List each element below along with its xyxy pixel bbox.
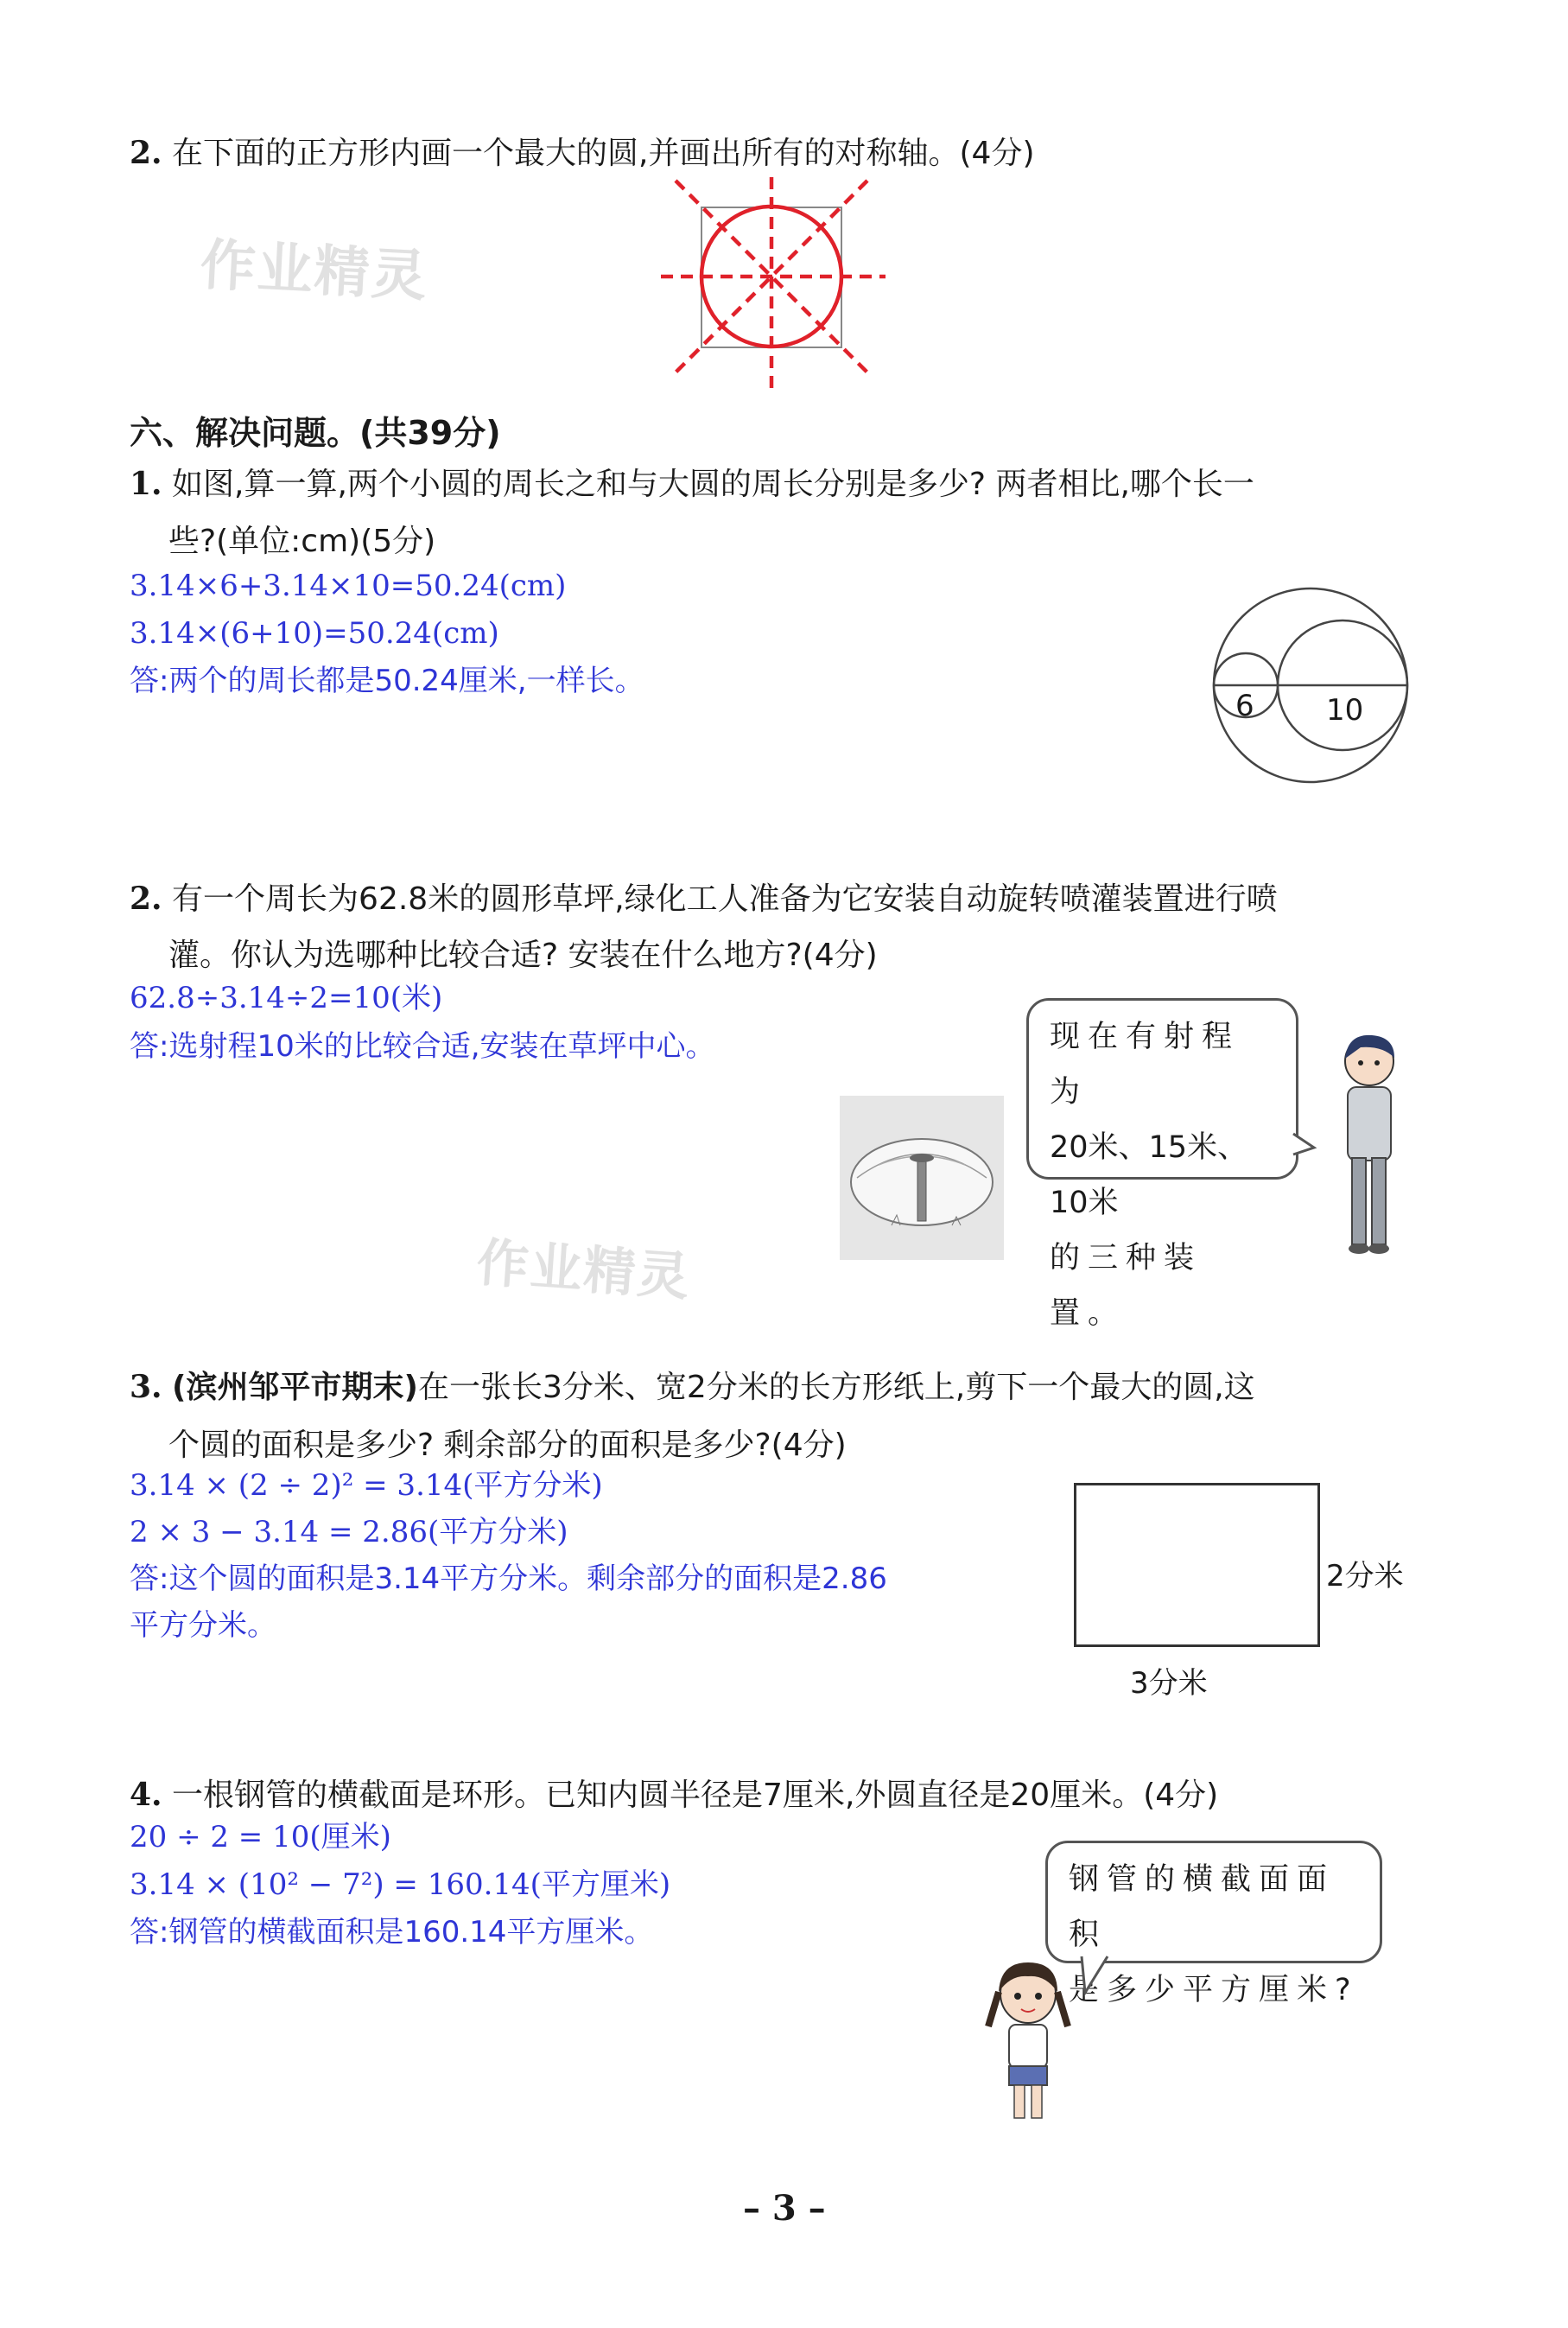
problem-1-line-1 (130, 465, 1254, 504)
problem-text: 在一张长3分米、宽2分米的长方形纸上,剪下一个最大的圆,这 (417, 1370, 1255, 1405)
question-draw (130, 134, 1035, 173)
answer-line: 答:这个圆的面积是3.14平方分米。剩余部分的面积是2.86 (130, 1562, 887, 1596)
bubble-line: 是多少平方厘米? (1069, 1973, 1359, 2007)
question-number: 2. (130, 135, 162, 171)
answer-line: 62.8÷3.14÷2=10(米) (130, 981, 443, 1015)
bubble-line: 钢管的横截面面积 (1069, 1862, 1336, 1952)
girl-illustration (976, 1957, 1080, 2126)
rectangle-figure (1074, 1483, 1320, 1647)
answer-line: 3.14 × (10² − 7²) = 160.14(平方厘米) (130, 1867, 671, 1902)
problem-1-line-2: 些?(单位:cm)(5分) (168, 524, 436, 559)
answer-line: 平方分米。 (130, 1608, 276, 1643)
answer-line: 3.14 × (2 ÷ 2)² = 3.14(平方分米) (130, 1468, 603, 1503)
watermark-2: 作业精灵 (474, 1232, 693, 1308)
problem-number: 2. (130, 881, 162, 917)
problem-4-line-1 (130, 1776, 1218, 1815)
answer-line: 20 ÷ 2 = 10(厘米) (130, 1820, 391, 1854)
large-circle-label: 10 (1326, 693, 1364, 728)
boy-illustration (1322, 1028, 1417, 1262)
problem-3-line-1 (130, 1368, 1255, 1407)
bubble-line: 20米、15米、10米 (1050, 1130, 1248, 1220)
problem-2-line-2: 灌。你认为选哪种比较合适? 安装在什么地方?(4分) (168, 938, 878, 973)
answer-line: 答:钢管的横截面积是160.14平方厘米。 (130, 1915, 654, 1950)
small-circle-label: 6 (1235, 689, 1254, 723)
section-title: 六、解决问题。(共39分) (130, 414, 501, 452)
bubble-line: 的三种装置。 (1050, 1241, 1203, 1331)
page-number: – 3 – (743, 2188, 826, 2229)
speech-bubble (1026, 998, 1298, 1331)
problem-3-line-2: 个圆的面积是多少? 剩余部分的面积是多少?(4分) (168, 1428, 847, 1463)
problem-text: 如图,算一算,两个小圆的周长之和与大圆的周长分别是多少? 两者相比,哪个长一 (172, 467, 1254, 502)
bubble-tail (1292, 1132, 1317, 1158)
bubble-tail (1078, 1955, 1113, 1998)
rectangle-width-label: 2分米 (1326, 1559, 1404, 1593)
problem-source: (滨州邹平市期末) (172, 1370, 418, 1405)
problem-number: 3. (130, 1369, 162, 1405)
answer-line: 3.14×6+3.14×10=50.24(cm) (130, 569, 567, 603)
square-circle-drawing (657, 177, 890, 398)
circles-figure (1209, 575, 1412, 786)
problem-number: 1. (130, 466, 162, 502)
answer-line: 答:两个的周长都是50.24厘米,一样长。 (130, 664, 644, 698)
bubble-line: 现在有射程为 (1050, 1020, 1241, 1110)
answer-line: 2 × 3 − 3.14 = 2.86(平方分米) (130, 1515, 568, 1549)
problem-number: 4. (130, 1777, 162, 1813)
lawn-sprinkler-picture (840, 1096, 1004, 1260)
answer-line: 答:选射程10米的比较合适,安装在草坪中心。 (130, 1029, 715, 1064)
question-text: 在下面的正方形内画一个最大的圆,并画出所有的对称轴。(4分) (172, 136, 1035, 171)
problem-text: 一根钢管的横截面是环形。已知内圆半径是7厘米,外圆直径是20厘米。(4分) (172, 1778, 1219, 1813)
watermark: 作业精灵 (198, 233, 430, 309)
answer-line: 3.14×(6+10)=50.24(cm) (130, 616, 499, 651)
speech-bubble (1045, 1841, 1382, 2007)
rectangle-length-label: 3分米 (1130, 1666, 1208, 1701)
problem-text: 有一个周长为62.8米的圆形草坪,绿化工人准备为它安装自动旋转喷灌装置进行喷 (172, 881, 1278, 917)
problem-2-line-1 (130, 880, 1278, 919)
